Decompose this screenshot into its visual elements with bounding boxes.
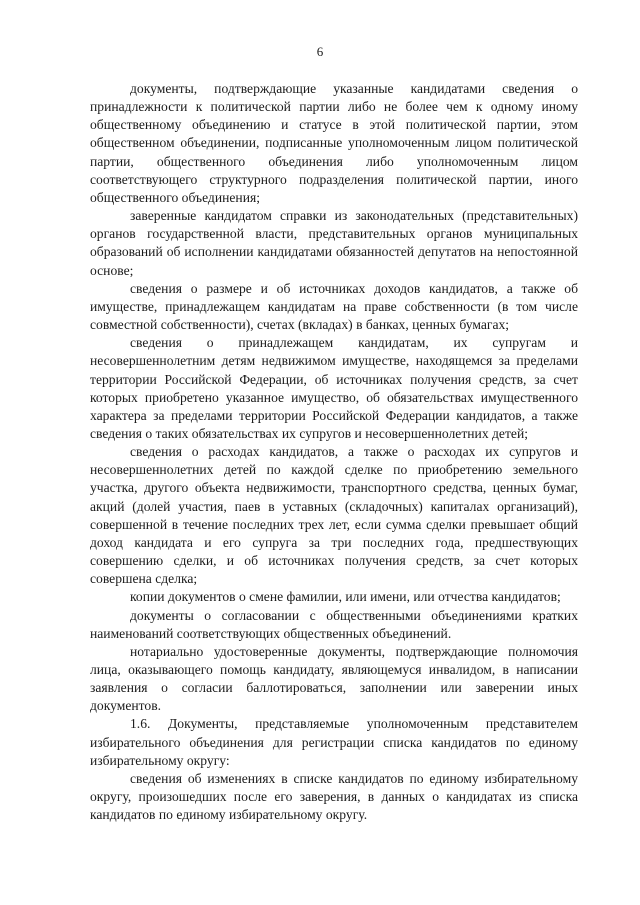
paragraph-income-property-info: сведения о размере и об источниках доходов кандидатов, а также об имуществе, принадлежащем кандидатам на праве собственности (в том числе совместной собственности), счетах (вкладах) в банках, ценных бумагах;	[90, 280, 578, 333]
paragraph-notarized-documents: нотариально удостоверенные документы, подтверждающие полномочия лица, оказывающего помощь кандидату, являющемуся инвалидом, в написании заявления о согласии баллотироваться, заполнении или заверении иных документов.	[90, 643, 578, 714]
paragraph-deputy-duties-certificates: заверенные кандидатом справки из законодательных (представительных) органов государственной власти, представительных органов муниципальных образований об исполнении кандидатами обязанностей депутатов на непостоянной основе;	[90, 208, 578, 278]
paragraph-section-1-6: 1.6. Документы, представляемые уполномоченным представителем избирательного объединения для регистрации списка кандидатов по единому избирательному округу:	[90, 716, 578, 768]
paragraph-short-names-agreement: документы о согласовании с общественными объединениями кратких наименований соответствующих общественных объединений.	[90, 607, 578, 641]
paragraph-expenses-info: сведения о расходах кандидатов, а также о расходах их супругов и несовершеннолетних детей по каждой сделке по приобретению земельного участка, другого объекта недвижимости, транспортного средства, ценных бумаг, акций (долей участия, паев в уставных (складочных) капиталах организаций), совершенной в течение последних трех лет, если сумма сделки превышает общий доход кандидата и его супруга за три последних года, предшествующих совершению сделки, и об источниках получения средств, за счет которых совершена сделка;	[90, 444, 578, 587]
paragraph-party-membership-docs: документы, подтверждающие указанные кандидатами сведения о принадлежности к политической партии либо не более чем к одному иному общественному объединению и статусе в этой политической партии, этом общественном объединении, подписанные уполномоченным лицом политической партии, общественного объединения либо уполномоченным лицом соответствующего структурного подразделения политической партии, иного общественного объединения;	[90, 81, 578, 205]
document-body	[90, 80, 578, 824]
page-number: 6	[316, 44, 324, 59]
paragraph-name-change-copies: копии документов о смене фамилии, или имени, или отчества кандидатов;	[130, 589, 561, 605]
paragraph-list-changes-info: сведения об изменениях в списке кандидатов по единому избирательному округу, произошедших после его заверения, в данных о кандидатах из списка кандидатов по единому избирательному округу.	[90, 770, 578, 823]
paragraph-foreign-property-info: сведения о принадлежащем кандидатам, их супругам и несовершеннолетним детям недвижимом имуществе, находящемся за пределами территории Российской Федерации, об источниках получения средств, за счет которых приобретено указанное имущество, об обязательствах имущественного характера за пределами территории Российской Федерации кандидатов, а также сведения о таких обязательствах их супругов и несовершеннолетних детей;	[90, 335, 578, 441]
